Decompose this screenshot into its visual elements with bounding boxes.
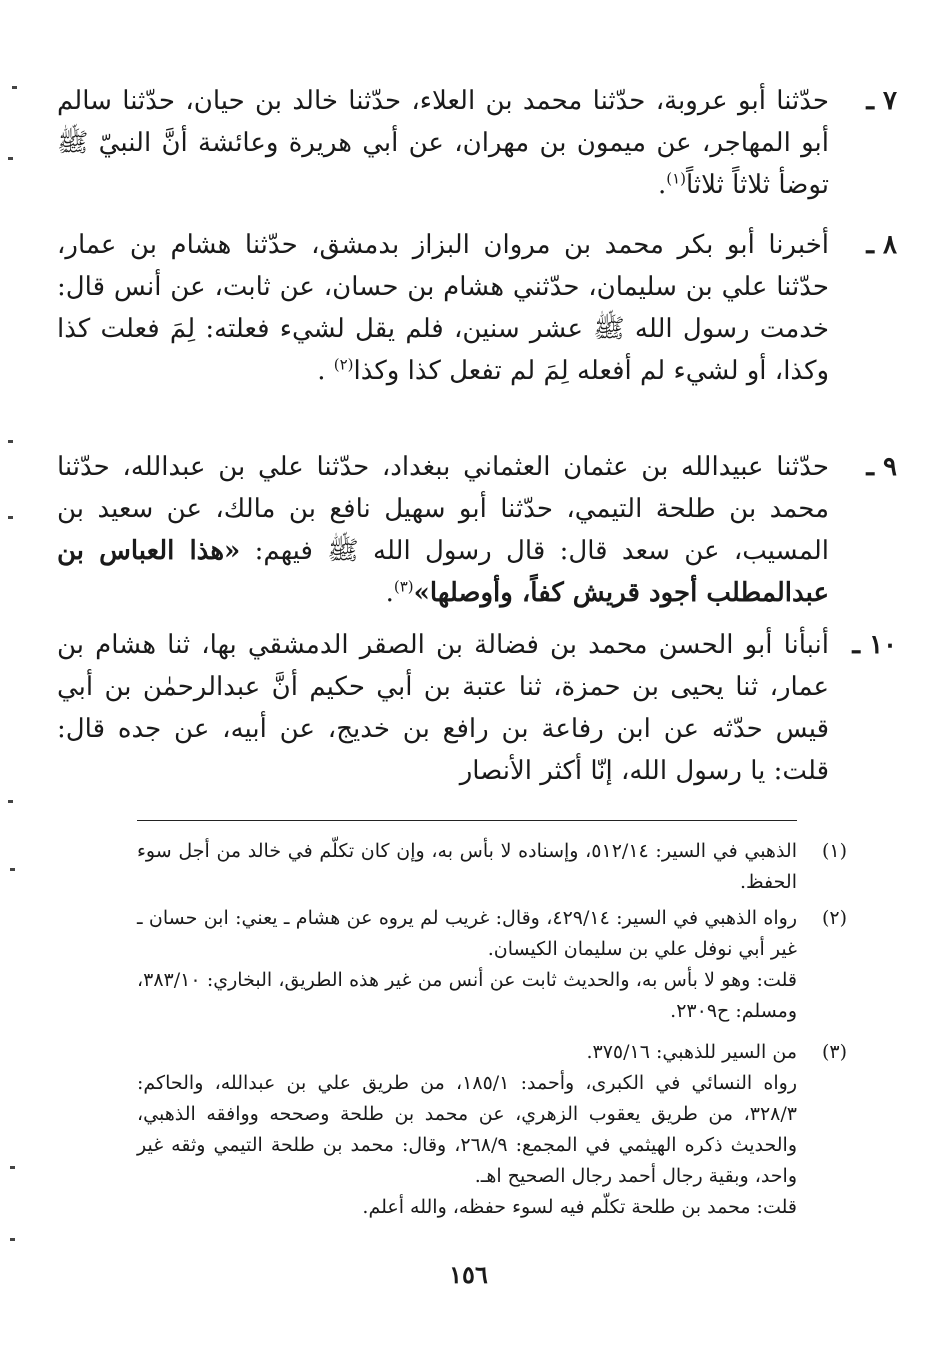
footnote-ref[interactable]: (٢) [333,355,354,374]
footnote-text: رواه النسائي في الكبرى، وأحمد: ١٨٥/١، من طريق علي بن عبدالله، والحاكم: ٣٢٨/٣، من طريق يعقوب الزهري، عن محمد بن طلحة وصححه ووافقه الذهبي، والحديث ذكره الهيثمي في المجمع: ٢٦٨/٩، وقال: محمد بن طلحة التيمي وثقه غير واحد، وبقية رجال أحمد رجال الصحيح اهـ. [137,1072,797,1187]
footnote-text: من السير للذهبي: ٣٧٥/١٦. [586,1041,797,1063]
hadith-text: حدّثنا عبيدالله بن عثمان العثماني ببغداد، حدّثنا علي بن عبدالله، حدّثنا محمد بن طلحة التيمي، حدّثنا أبو سهيل نافع بن مالك، عن سعيد بن المسيب، عن سعد قال: قال رسول الله ﷺ فيهم: «هذا العباس بن عبدالمطلب أجود قريش كفاً، وأوصلها»$^{(٣)}$. [57,452,829,608]
scan-speck [10,868,15,871]
hadith-text: أنبأنا أبو الحسن محمد بن فضالة بن الصقر الدمشقي بها، ثنا هشام بن عمار، ثنا يحيى بن حمزة، ثنا عتبة بن أبي حكيم أنَّ عبدالرحمٰن بن أبي قيس حدّثه عن ابن رفاعة بن رافع بن خديج، عن أبيه، عن جده قال: قلت: يا رسول الله، إنّا أكثر الأنصار [57,630,829,786]
hadith-number: ٩ ـ [866,452,897,482]
hadith-9 [57,446,897,614]
footnote-separator [137,820,797,821]
hadith-7 [57,80,897,206]
footnote-1 [137,836,847,898]
hadith-quote: «هذا العباس بن عبدالمطلب أجود قريش كفاً، وأوصلها» [57,536,829,608]
hadith-text: حدّثنا أبو عروبة، حدّثنا محمد بن العلاء، حدّثنا خالد بن حيان، حدّثنا سالم أبو المهاجر، عن ميمون بن مهران، عن أبي هريرة وعائشة أنَّ النبيّ ﷺ توضأ ثلاثاً ثلاثاً$^{(١)}$. [57,86,829,200]
footnote-3 [137,1037,847,1223]
scan-speck [8,800,13,803]
hadith-number: ٨ ـ [866,230,897,260]
scan-speck [12,86,17,89]
footnote-text: قلت: محمد بن طلحة تكلّم فيه لسوء حفظه، والله أعلم. [362,1196,797,1218]
footnote-2 [137,903,847,1027]
footnote-ref[interactable]: (٣) [393,577,414,596]
scan-speck [8,157,13,160]
hadith-10 [57,624,897,792]
footnote-number: (٣) [821,1041,847,1063]
footnote-text: الذهبي في السير: ٥١٢/١٤، وإسناده لا بأس به، وإن كان تكلّم في خالد من أجل سوء الحفظ. [137,840,797,893]
scan-speck [10,1166,15,1169]
footnote-ref[interactable]: (١) [666,169,686,188]
footnote-text: رواه الذهبي في السير: ٤٢٩/١٤، وقال: غريب لم يروه عن هشام ـ يعني: ابن حسان ـ غير أبي نوفل علي بن سليمان الكيسان. [137,907,797,960]
scan-speck [10,1238,15,1241]
scan-speck [8,516,13,519]
footnote-text: قلت: وهو لا بأس به، والحديث ثابت عن أنس من غير هذه الطريق، البخاري: ٣٨٣/١٠، ومسلم: ح٢٣٠٩. [137,969,797,1022]
scan-speck [8,440,13,443]
hadith-text: أخبرنا أبو بكر محمد بن مروان البزاز بدمشق، حدّثنا هشام بن عمار، حدّثنا علي بن سليمان، حدّثني هشام بن حسان، عن ثابت، عن أنس قال: خدمت رسول الله ﷺ عشر سنين، فلم يقل لشيء فعلته: لِمَ فعلت كذا وكذا، أو لشيء لم أفعله لِمَ لم تفعل كذا وكذا$^{(٢)}$ . [57,230,829,386]
hadith-number: ١٠ ـ [852,630,897,660]
footnote-number: (١) [821,840,847,862]
footnote-number: (٢) [821,907,847,929]
page-number: ١٥٦ [449,1260,488,1289]
hadith-number: ٧ ـ [866,86,897,116]
hadith-8 [57,224,897,392]
